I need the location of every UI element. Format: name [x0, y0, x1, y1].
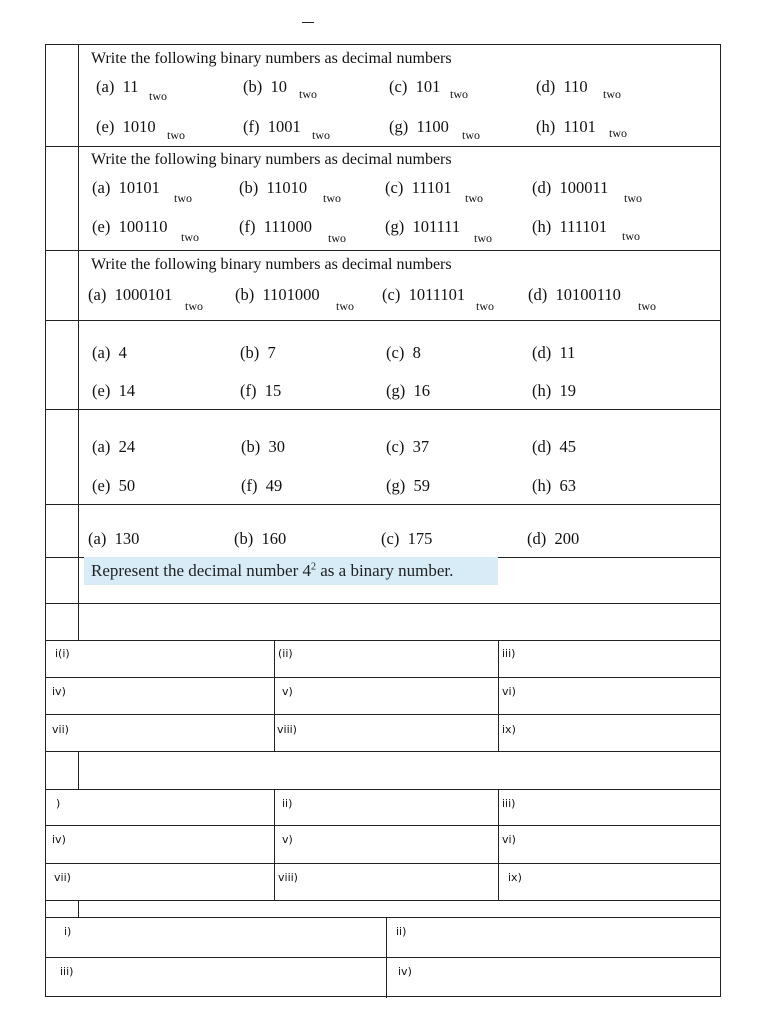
question-item: (d) 100011: [532, 178, 609, 197]
handwritten-label: iv): [398, 965, 412, 978]
handwritten-label: v): [282, 833, 293, 846]
number-column-line: [78, 751, 79, 789]
question-item: (c) 101: [389, 77, 441, 96]
row-divider: [46, 863, 720, 864]
question-item: (b) 10: [243, 77, 287, 96]
instruction-text: Write the following binary numbers as decimal numbers: [91, 256, 452, 273]
question-item: (d) 200: [527, 529, 580, 548]
base-subscript: two: [323, 191, 341, 205]
question-item: (e) 1010: [96, 117, 156, 136]
question-item: (d) 11: [532, 343, 576, 362]
question-item: (c) 8: [386, 343, 421, 362]
base-subscript: two: [603, 87, 621, 101]
question-item: (b) 160: [234, 529, 287, 548]
base-subscript: two: [450, 87, 468, 101]
base-subscript: two: [328, 231, 346, 245]
number-column-line: [78, 45, 79, 640]
base-subscript: two: [299, 87, 317, 101]
handwritten-label: iv): [52, 685, 66, 698]
question-item: (g) 101111: [385, 217, 461, 236]
base-subscript: two: [609, 126, 627, 140]
row-divider: [46, 409, 720, 410]
question-item: (f) 49: [241, 476, 283, 495]
base-subscript: two: [336, 299, 354, 313]
handwritten-label: iii): [60, 965, 74, 978]
question-item: (h) 111101: [532, 217, 608, 236]
question-item: (a) 11: [96, 77, 139, 96]
base-subscript: two: [465, 191, 483, 205]
row-divider: [46, 751, 720, 752]
handwritten-label: iii): [502, 797, 516, 810]
question-item: (d) 45: [532, 437, 576, 456]
question-item: (c) 175: [381, 529, 433, 548]
handwritten-label: iii): [502, 647, 516, 660]
represent-question: Represent the decimal number $4^2$ as a binary number.: [91, 561, 454, 580]
question-item: (e) 100110: [92, 217, 168, 236]
handwritten-label: iv): [52, 833, 66, 846]
grid-column-line: [274, 789, 275, 900]
base-subscript: two: [181, 230, 199, 244]
row-divider: [46, 714, 720, 715]
row-divider: [46, 146, 720, 147]
base-subscript: two: [622, 229, 640, 243]
question-item: (e) 14: [92, 381, 136, 400]
base-subscript: two: [638, 299, 656, 313]
base-subscript: two: [149, 89, 167, 103]
question-item: (b) 30: [241, 437, 285, 456]
row-divider: [46, 789, 720, 790]
row-divider: [46, 825, 720, 826]
question-item: (a) 10101: [92, 178, 160, 197]
question-item: (d) 10100110: [528, 285, 621, 304]
base-subscript: two: [167, 128, 185, 142]
grid-column-line: [386, 917, 387, 998]
handwritten-label: i): [64, 925, 72, 938]
grid-column-line: [498, 789, 499, 900]
row-divider: [46, 640, 720, 641]
handwritten-label: viii): [277, 723, 297, 736]
base-subscript: two: [462, 128, 480, 142]
instruction-text: Write the following binary numbers as decimal numbers: [91, 50, 452, 67]
question-item: (c) 1011101: [382, 285, 466, 304]
row-divider: [46, 603, 720, 604]
row-divider: [46, 900, 720, 901]
worksheet-table: [45, 44, 721, 997]
question-item: (g) 1100: [389, 117, 449, 136]
question-item: (h) 63: [532, 476, 576, 495]
question-item: (g) 59: [386, 476, 430, 495]
handwritten-label: v): [282, 685, 293, 698]
handwritten-label: (ii): [278, 647, 293, 660]
grid-column-line: [498, 640, 499, 751]
row-divider: [46, 504, 720, 505]
base-subscript: two: [624, 191, 642, 205]
row-divider: [46, 917, 720, 918]
base-subscript: two: [476, 299, 494, 313]
question-item: (d) 110: [536, 77, 588, 96]
base-subscript: two: [174, 191, 192, 205]
question-item: (a) 1000101: [88, 285, 173, 304]
handwritten-label: ix): [502, 723, 516, 736]
row-divider: [46, 250, 720, 251]
handwritten-label: ): [56, 797, 61, 810]
question-item: (h) 1101: [536, 117, 596, 136]
question-item: (b) 7: [240, 343, 276, 362]
row-divider: [46, 677, 720, 678]
question-item: (a) 24: [92, 437, 136, 456]
question-item: (b) 11010: [239, 178, 308, 197]
grid-column-line: [274, 640, 275, 751]
question-item: (g) 16: [386, 381, 430, 400]
base-subscript: two: [312, 128, 330, 142]
instruction-text: Write the following binary numbers as decimal numbers: [91, 151, 452, 168]
handwritten-label: vii): [52, 723, 69, 736]
handwritten-label: vi): [502, 833, 516, 846]
handwritten-label: viii): [278, 871, 298, 884]
handwritten-label: ii): [282, 797, 293, 810]
question-item: (f) 111000: [239, 217, 313, 236]
question-item: (b) 1101000: [235, 285, 320, 304]
top-dash-mark: [302, 22, 314, 23]
number-column-line: [78, 900, 79, 917]
question-item: (c) 37: [386, 437, 430, 456]
row-divider: [46, 957, 720, 958]
base-subscript: two: [474, 231, 492, 245]
row-divider: [46, 320, 720, 321]
handwritten-label: vi): [502, 685, 516, 698]
handwritten-label: ii): [396, 925, 407, 938]
question-item: (a) 4: [92, 343, 127, 362]
question-item: (e) 50: [92, 476, 136, 495]
question-item: (a) 130: [88, 529, 140, 548]
question-item: (h) 19: [532, 381, 576, 400]
question-item: (c) 11101: [385, 178, 452, 197]
handwritten-label: i(i): [55, 647, 70, 660]
question-item: (f) 1001: [243, 117, 301, 136]
base-subscript: two: [185, 299, 203, 313]
question-item: (f) 15: [240, 381, 282, 400]
handwritten-label: vii): [54, 871, 71, 884]
handwritten-label: ix): [508, 871, 522, 884]
